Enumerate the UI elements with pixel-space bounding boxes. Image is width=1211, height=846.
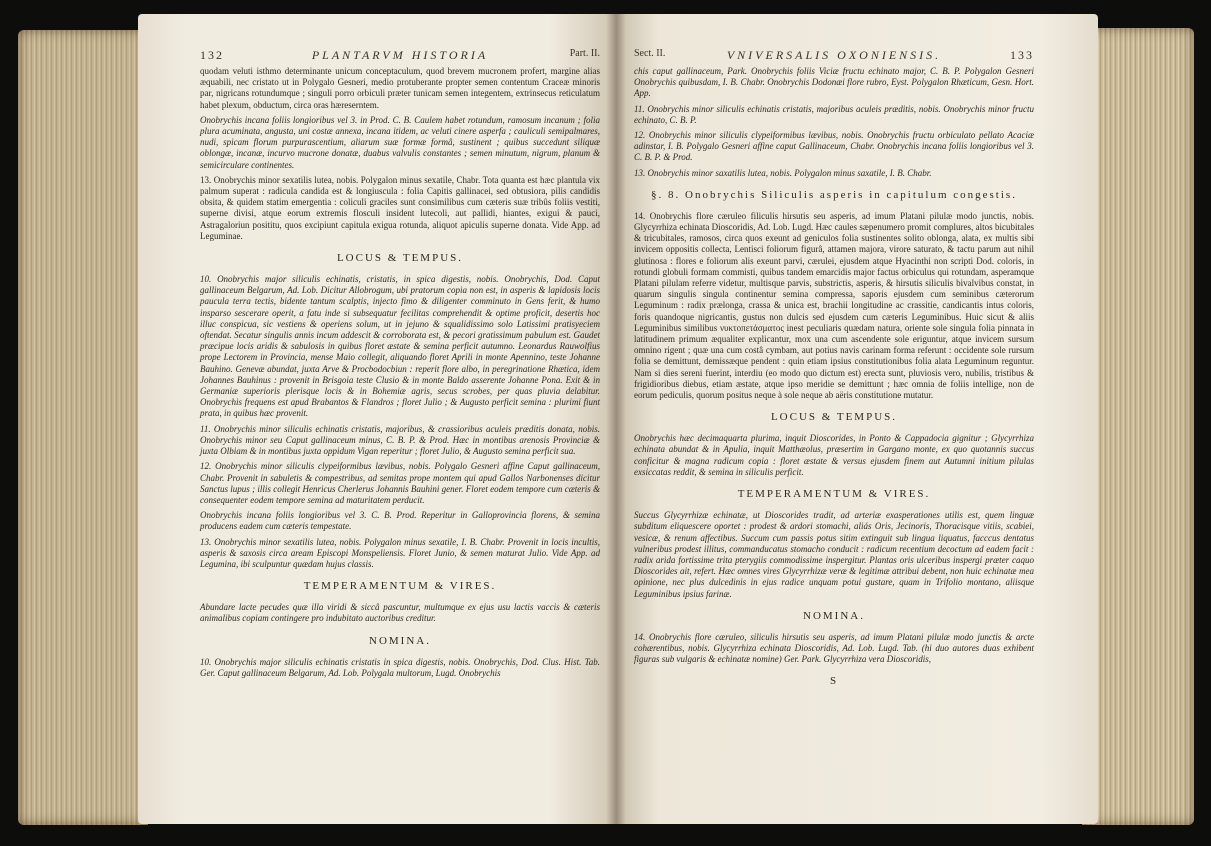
paragraph: 11. Onobrychis minor siliculis echinatis cristatis, majoribus, & crassioribus aculeis præditis donata, nobis. Onobrychis minor seu Caput gallinaceum minus, C. B. P. & Prod. Hæc in montibus arenosis Provinciæ & juxta Olbiam & in montibus juxta oppidum Vigan reperitur ; floret Julio, & Augusto semina perficit sua. [200,423,600,457]
paragraph: Abundare lacte pecudes quæ illa viridi & siccâ pascuntur, multumque ex ejus usu lactis vaccis & cæteris animalibus copiam contingere pro indubitato auctoribus creditur. [200,602,600,624]
section-mark: Sect. II. [634,48,666,59]
left-page [138,14,616,824]
section-heading: LOCUS & TEMPUS. [336,252,464,265]
right-running-head [634,48,1034,66]
section-heading: TEMPERAMENTUM & VIRES. [737,488,931,501]
section-heading: NOMINA. [369,634,431,647]
left-page-text [200,48,600,683]
page-number: 132 [200,48,224,62]
signature-mark: S [829,675,839,688]
section-heading: §. 8. Onobrychis Siliculis asperis in capitulum congestis. [651,188,1017,201]
paragraph: 14. Onobrychis flore cæruleo filiculis hirsutis seu asperis, ad imum Platani pilulæ modo junctis, nobis. Glycyrrhiza echinata Dioscoridis, Ad. Lob. Lugd. Hæc caules sæpenumero promit complures, altos bicubitales & tricubitales, ramosos, circa quos exeunt ad geniculos folia sustinentes solito oblonga, alata, ex multis sibi invicem oppositis collecta, Lentisci foliorum figurâ, attamen majora, virore saturato, & tactu parum aut nihil glutinosa : flores e foliorum alis exeunt parvi, cærulei, ejusdem atque Hyacinthi non scripti Dod. coloris, in rotundi globuli formam commisti, quibus tandem emarcidis major factus orbiculus qui rotundam, asperamque Platani pilulam referre videtur, multisque parvis, substrictis, asperis, & hirsutis siliculis bivalvibus constat, in quarum singulis singula continentur semina compressa, saporis ejusdem cum seminibus cæterorum Leguminum : radix prælonga, crassa & unica est, brachii longitudine ac crassitie, candicantis intus coloris, foris quandoque nigricantis, gustus non dulcis sed ejusdem cum cæteris Leguminibus. Huic sicut & aliis Leguminibus similibus νυκτοπετάσματος inest peculiaris quædam natura, oriente sole singula folia pinnata in latitudinem primum æqualiter explicantur, mox una cum ascendente sole eriguntur, atque invicem sursum omnino rigent ; quæ una cum costâ cymbam, aut potius navis carinam forma referunt : occidente sole rursum folia se demittunt, demissæque pendent : quin etiam ipsius constitutionibus folia alata Leguminum reguntur. Nam si dies sereni fuerint, interdiu (eo modo quo dictum est) erecta sunt, pluviosis vero, nubilis, tristibus & frigidioribus diebus, etiam æstate, atque ipso meridie se demittunt ; hæc omnia de foliis intellige, non de eorum pediculis, quorum positus neque à sole neque ab aëris constitutione mutatur. [634,210,1034,401]
paragraph: 11. Onobrychis minor siliculis echinatis cristatis, majoribus aculeis præditis, nobis. Onobrychis minor fructu echinato, C. B. P. [634,103,1034,125]
paragraph: 12. Onobrychis minor siliculis clypeiformibus lævibus, nobis. Onobrychis fructu orbiculato pellato Acaciæ adinstar, I. B. Polygalo Gesneri affine caput Gallinaceum, Chabr. Onobrychis incana foliis longioribus vel 3. C. B. P. & Prod. [634,130,1034,163]
book-gutter [606,14,626,824]
paragraph: 13. Onobrychis minor sexatilis lutea, nobis. Polygalon minus sexatile, I. B. Chabr. Provenit in locis incultis, asperis & saxosis circa aream Episcopi Monspeliensis. Floret Junio, & semen maturat Julio. Vide App. ad Legumina, ibi sculpuntur quædam hujus classis. [200,536,600,569]
paragraph: 10. Onobrychis major siliculis echinatis cristatis in spica digestis, nobis. Onobrychis, Dod. Clus. Hist. Tab. Ger. Caput gallinaceum Belgarum, Ad. Lob. Polygala multorum, Lugd. Onobrychis [200,656,600,678]
section-heading: NOMINA. [803,609,865,622]
paragraph: 14. Onobrychis flore cæruleo, siliculis hirsutis seu asperis, ad imum Platani pilulæ modo junctis & arcte cohærentibus, nobis. Glycyrrhiza echinata Dioscoridis, Ad. Lob. Lugd. Tab. (hi duo autores duas exhibent figuras sub vulgaris & echinatæ nomine) Ger. Park. Glycyrrhiza vera Dioscoridis, [634,631,1034,665]
section-heading: TEMPERAMENTUM & VIRES. [303,580,497,593]
page-number: 133 [1010,48,1034,62]
paragraph: Succus Glycyrrhizæ echinatæ, ut Dioscorides tradit, ad arteriæ exasperationes utilis est, quem linguæ subditum eliquescere oportet : prodest & ardori stomachi, aliás Oris, Jecinoris, Thoracisque vitiis, scabiei, vesicæ, & renum affectibus. Succum cum passis potus sitim extinguit sub lingua liquatus, facccus dentatus vulneribus prodest illitus, commanducatus stomacho conducit : radicum recentium decoctum ad eadem facit : radix arida fortissime trita pterygiis commodissime inspergitur. Plantas oris ulceribus inspergi præter caquo Dioscorides ait, refert. Hæc omnes vires Glycyrrhizæ veræ & legitimæ attribui debent, non huic echinatæ mea opinione, nec plus dulcedinis in ejus radice unquam potui gustare, quam in Trifolio montano, aliisque Leguminibus ipsius farinæ. [634,510,1034,599]
running-title: PLANTARVM HISTORIA [311,48,489,62]
paragraph: 12. Onobrychis minor siliculis clypeiformibus lævibus, nobis. Polygalo Gesneri affine Caput gallinaceum, Chabr. Provenit in sabuletis & compestribus, ad semitas prope montem qui apud Gallos Narbonenses dicitur Sanctus lupus ; illis collegit Henricus Cherlerus Johannis Bauhini gener. Floret eodem tempore cum cæteris & consequenter eodem tempore semina ad maturitatem perducit. [200,461,600,505]
left-page-edges [18,30,148,825]
paragraph: 10. Onobrychis major siliculis echinatis, cristatis, in spica digestis, nobis. Onobrychis, Dod. Caput gallinaceum Belgarum, Ad. Lob. Dicitur Allobrogum, ubi pratorum copia non est, in asperis & lapidosis locis paucula terra tectis, bidente tantum scalptis, injecto fimo & diligenter comminuto in Gens ferit, & humo insparso sescerare operit, a fatu inde si subsequatur fecilitas comprehendit & optime proficit, desertis hoc illuc conspicua, sic vestiens & operiens solum, ut in jejuno & squalidissimo solo Latissimi pratisyeciem oftendat. Secatur singulis annis incum addescit & corroborata est, & pecori gratissimum pabulum est. Gaudet præcipue locis aridis & sabulosis in quibus floret æstate & semina perficit autumno. Leonardus Rauwolfius prope Lectorem in Provincia, mense Maio collegit, aliquando floret Aprili in monte Apennino, teste Johanne Bauhino. Genevæ abundat, juxta Arve & Procbodocbiun : reperit flore albo, in peregrinatione Rhætica, idem Johannes Bauhinus : provenit in Brisgoia teste Clusio & in monte Baldo asserente Johanne Pona. Exit & in Germaniæ superioris plerisque locis & in Bohemiæ agris, secus scrobes, per quas pluvia delabitur. Onobrychis frequens est apud Brabantos & Flandros ; floret Julio ; & Augusto perficit semina : plurimi fiunt prata, in quibus hæc provenit. [200,274,600,419]
paragraph: Onobrychis incana foliis longioribus vel 3. in Prod. C. B. Caulem habet rotundum, ramosum incanum ; folia plura acuminata, angusta, uni costæ annexa, incana itidem, ac veluti cinere asperfa ; cauliculi semipalmares, nudi, spicam florum purpurascentium, aliarum suæ formæ formâ, sustinent ; quibus succedunt siliquæ oblongæ, incanæ, incurvo mucrone donatæ, duabus valvulis constantes ; semen minutum, nigrum, planum & semicirculare continentes. [200,114,600,170]
section-mark: Part. II. [569,48,600,59]
right-page-text [634,48,1034,697]
paragraph: quodam veluti isthmo determinante unicum conceptaculum, quod brevem mucronem profert, margine alias æquabili, nec cristato ut in Polygalo Gesneri, medio protuberante propter semen contentum Craceæ minoris par, nigricans rotundumque ; singuli porro orbiculi præter tunicam semen integentem, extrinsecus reticulatum habet plexum, obductum, circa oras hæreserntem. [200,66,600,110]
paragraph: 13. Onobrychis minor sexatilis lutea, nobis. Polygalon minus sexatile, Chabr. Tota quanta est hæc plantula vix palmum superat : radicula candida est & longiuscula : folia Capitis gallinacei, sed obtusiora, pilis candidis obsita, & quidem statim emergentia : coliculi graciles sunt consimilibus cum cæteris suæ tribûs foliis vestiti, superne divisi, atque eorum extremis flosculi insident lutecoli, aut pallidi, hiantes, exigui & pauci, Astragaloriun posititu, quos excipiunt capitula exigua rotunda, aliquot apiculis superne donata. Vide App. ad Leguminae. [200,174,600,241]
paragraph: chis caput gallinaceum, Park. Onobrychis foliis Viciæ fructu echinato major, C. B. P. Polygalon Gesneri Onobrychis quibusdam, I. B. Chabr. Onobrychis Dodonæi flore rubro, Eyst. Polygalon Rhæticum, Gesn. Hort. App. [634,66,1034,99]
right-page-edges [1082,28,1194,825]
paragraph: Onobrychis incana foliis longioribus vel 3. C. B. Prod. Reperitur in Galloprovincia florens, & semina producens eadem cum cæteris tempestate. [200,510,600,532]
paragraph: Onobrychis hæc decimaquarta plurima, inquit Dioscorides, in Ponto & Cappadocia gignitur ; Glycyrrhiza echinata abundat & in Apulia, inquit Matthæolus, præsertim in Gargano monte, ex quo quotannis succus conficitur & magna radicum copia : floret æstate & versus ejusdem finem aut Autumni initium pilulas exsiccatas reddit, & semina in siliculis perficit. [634,433,1034,477]
right-page [616,14,1098,824]
section-heading: LOCUS & TEMPUS. [770,411,898,424]
paragraph: 13. Onobrychis minor saxatilis lutea, nobis. Polygalon minus saxatile, I. B. Chabr. [634,167,932,178]
running-title: VNIVERSALIS OXONIENSIS. [726,48,942,62]
left-running-head [200,48,600,66]
